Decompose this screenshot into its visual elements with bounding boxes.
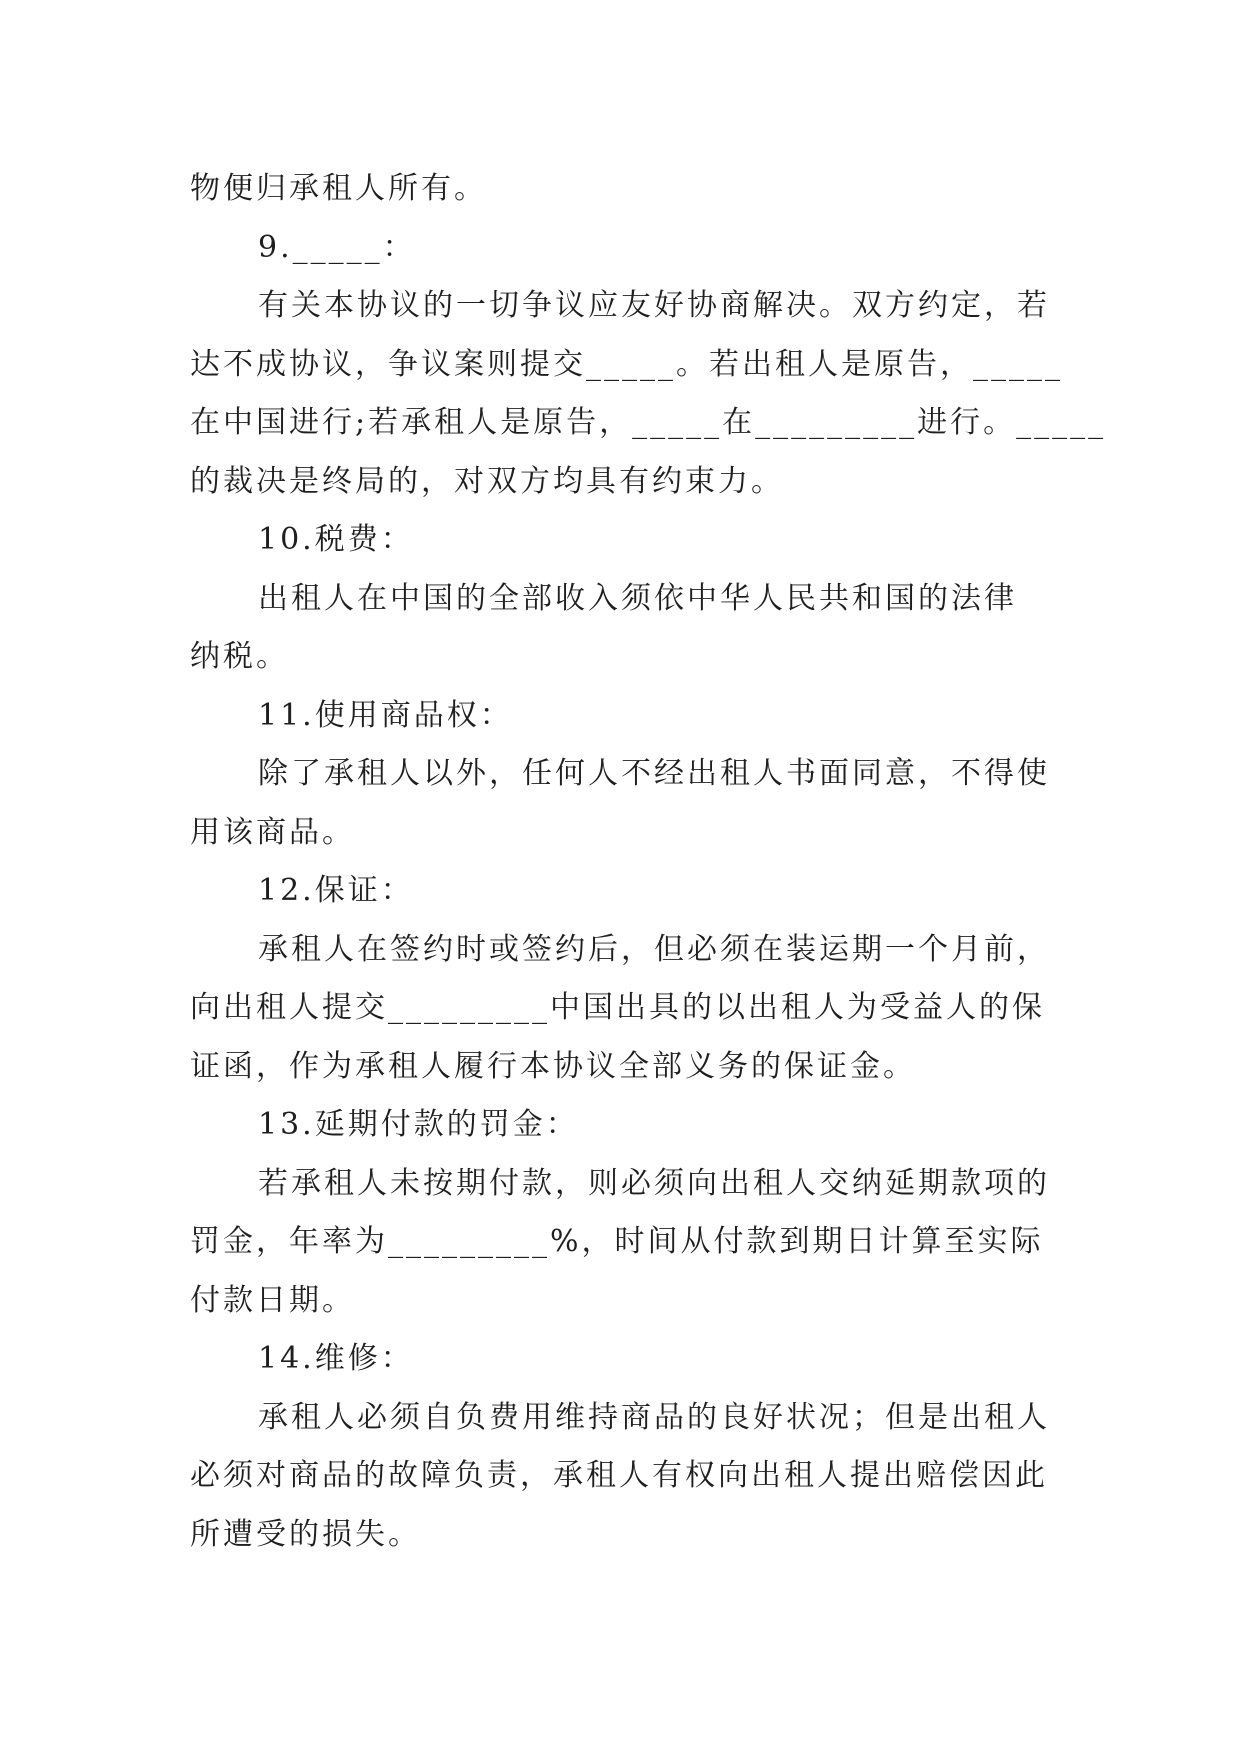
- text-line: 纳税。: [190, 639, 289, 674]
- clause-heading-11: 11.使用商品权：: [258, 697, 513, 733]
- clause-heading-13: 13.延期付款的罚金：: [258, 1107, 579, 1142]
- text-line: 承租人在签约时或签约后，但必须在装运期一个月前，: [258, 931, 1050, 967]
- text-line: 向出租人提交_________中国出具的以出租人为受益人的保: [190, 990, 1045, 1025]
- clause-heading-9: 9._____：: [258, 229, 416, 265]
- text-line: 必须对商品的故障负责，承租人有权向出租人提出赔偿因此: [190, 1458, 1048, 1493]
- text-line: 在中国进行;若承租人是原告，_____在_________进行。_____: [190, 405, 1107, 440]
- text-line: 用该商品。: [190, 814, 355, 850]
- text-line: 物便归承租人所有。: [190, 171, 487, 206]
- text-line: 的裁决是终局的，对双方均具有约束力。: [190, 463, 784, 499]
- text-line: 承租人必须自负费用维持商品的良好状况；但是出租人: [258, 1399, 1050, 1435]
- clause-heading-10: 10.税费：: [258, 522, 414, 557]
- text-line: 证函，作为承租人履行本协议全部义务的保证金。: [190, 1048, 916, 1084]
- text-line: 除了承租人以外，任何人不经出租人书面同意，不得使: [258, 756, 1050, 791]
- text-line: 若承租人未按期付款，则必须向出租人交纳延期款项的: [258, 1165, 1050, 1201]
- clause-heading-12: 12.保证：: [258, 873, 414, 908]
- text-line: 罚金，年率为_________%，时间从付款到期日计算至实际: [190, 1224, 1044, 1259]
- document-body: [190, 160, 1107, 1564]
- text-line: 出租人在中国的全部收入须依中华人民共和国的法律: [258, 580, 1017, 616]
- clause-heading-14: 14.维修：: [258, 1341, 414, 1376]
- text-line: 有关本协议的一切争议应友好协商解决。双方约定，若: [258, 288, 1050, 323]
- text-line: 所遭受的损失。: [190, 1516, 421, 1552]
- text-line: 付款日期。: [190, 1282, 355, 1318]
- text-line: 达不成协议，争议案则提交_____。若出租人是原告，_____: [190, 346, 1063, 382]
